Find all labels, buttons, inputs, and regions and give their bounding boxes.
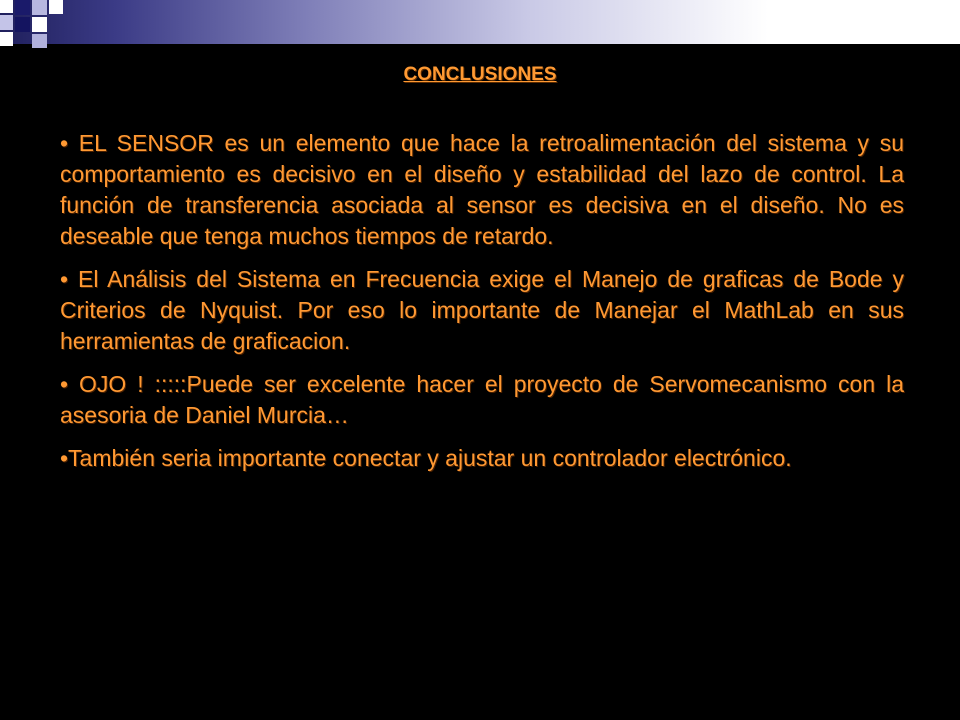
decorative-square-white [49,0,63,14]
decorative-square-navy [15,17,30,32]
conclusion-paragraph: • OJO ! :::::Puede ser excelente hacer el proyecto de Servomecanismo con la asesoria de Daniel Murcia… [60,371,904,428]
conclusion-paragraph: • El Análisis del Sistema en Frecuencia exige el Manejo de graficas de Bode y Criterios de Nyquist. Por eso lo importante de Manejar el MathLab en sus herramientas de graficacion. [60,266,904,354]
header-gradient-band [0,0,960,44]
slide-title: CONCLUSIONES [403,64,557,85]
decorative-square-white [32,17,47,32]
decorative-square-white [0,0,13,13]
decorative-square-lavender [32,0,47,15]
slide-body [60,128,904,486]
conclusion-paragraph: • EL SENSOR es un elemento que hace la retroalimentación del sistema y su comportamiento es decisivo en el diseño y estabilidad del lazo de control. La función de transferencia asociada al sensor es decisiva en el diseño. No es deseable que tenga muchos tiempos de retardo. [60,130,904,249]
conclusion-paragraph: •También seria importante conectar y ajustar un controlador electrónico. [60,445,792,471]
decorative-square-lavender [32,34,47,48]
decorative-square-lavender [0,15,13,30]
decorative-square-navy [15,0,30,15]
decorative-square-white [0,32,13,46]
